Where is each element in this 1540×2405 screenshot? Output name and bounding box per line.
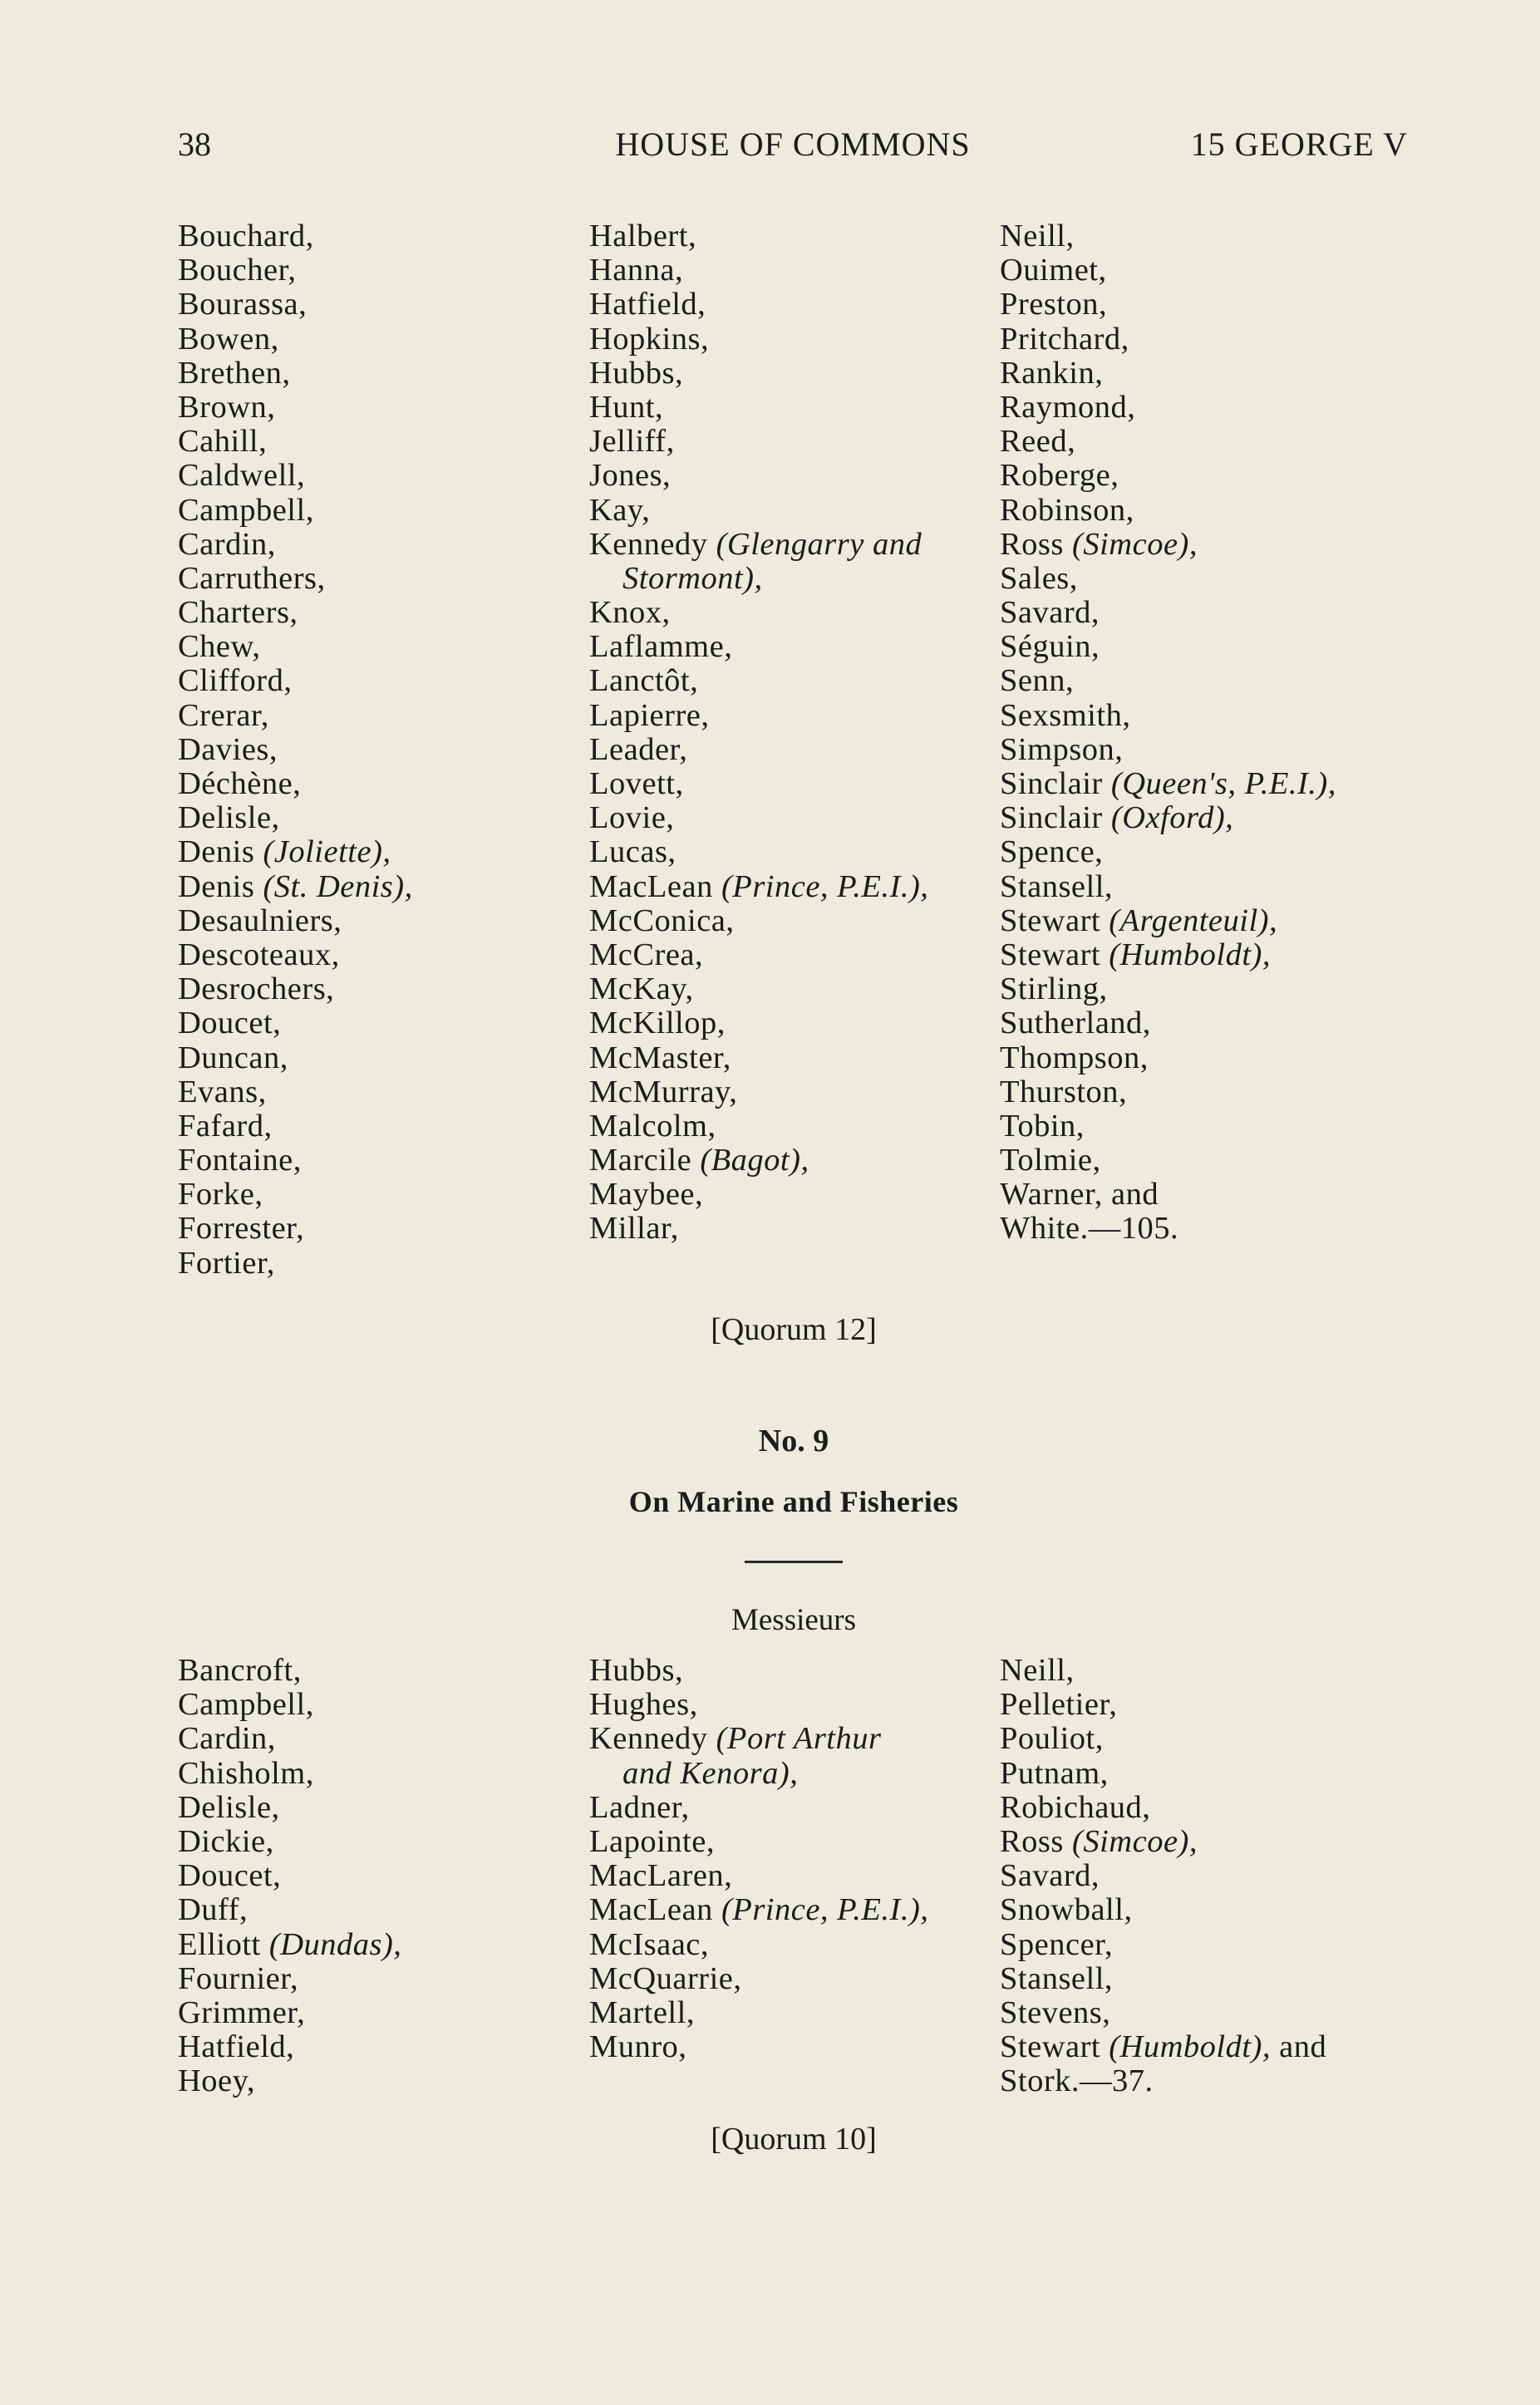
member-name: Campbell, [178,1687,314,1723]
member-entry [1000,904,1336,938]
quorum-note: [Quorum 12] [711,1312,877,1347]
member-name: Delisle, [178,800,280,836]
member-name: Carruthers, [178,560,326,596]
member-name: Stirling, [1000,971,1108,1007]
riding: (Humboldt), [1109,2029,1272,2065]
member-name: Desaulniers, [178,902,342,938]
member-name: Pouliot, [1000,1721,1104,1757]
member-name: Caldwell, [178,458,306,494]
member-name: Lapierre, [589,697,710,733]
member-name: MacLaren, [589,1858,733,1894]
member-name: Savard, [1000,1858,1100,1894]
member-name: Hughes, [589,1687,698,1723]
member-name: Cahill, [178,424,268,460]
member-name: Stewart [1000,902,1109,938]
member-name: Hanna, [589,253,684,288]
member-name: Chisholm, [178,1755,314,1791]
member-name: Fafard, [178,1108,273,1143]
member-name: Senn, [1000,663,1075,699]
member-name: Chew, [178,629,261,665]
member-name: Leader, [589,731,688,767]
riding: Stormont), [622,560,763,596]
member-name: White.—105. [1000,1211,1179,1247]
member-name: Forke, [178,1177,263,1212]
member-entry [1000,767,1336,801]
member-name: Snowball, [1000,1892,1133,1928]
member-name: Pelletier, [1000,1687,1118,1723]
member-entry [589,1722,928,1756]
member-entry [589,528,928,562]
member-name: McCrea, [589,937,704,972]
member-name: Denis [178,834,263,870]
riding-continued [589,562,928,596]
member-name: Jones, [589,458,672,494]
riding: (Prince, P.E.I.), [721,868,929,904]
member-name: Putnam, [1000,1755,1109,1791]
member-name: Grimmer, [178,1994,306,2030]
member-name: Bouchard, [178,219,314,253]
member-name: Hopkins, [589,321,710,357]
member-name: Lovett, [589,766,684,801]
member-entry [589,1143,928,1178]
member-entry [589,1893,928,1927]
riding: (Glengarry and [716,526,923,562]
member-name: Hubbs, [589,1653,684,1688]
messieurs-heading: Messieurs [731,1603,857,1637]
member-name: Kennedy [589,1721,716,1757]
member-name: Hubbs, [589,355,684,391]
member-name: Sinclair [1000,800,1111,836]
member-name: Ladner, [589,1789,690,1825]
member-name: Cardin, [178,526,276,562]
member-name: Lapointe, [589,1823,715,1859]
member-name: Lanctôt, [589,663,699,699]
riding: (Bagot), [700,1143,809,1178]
quorum-note: [Quorum 10] [711,2122,877,2157]
member-name: Doucet, [178,1858,282,1894]
member-name: Déchène, [178,766,302,801]
member-name: Sutherland, [1000,1006,1151,1041]
member-name: Tolmie, [1000,1143,1101,1178]
member-name: Savard, [1000,595,1100,631]
member-name: McConica, [589,902,735,938]
member-name: Brethen, [178,355,291,391]
member-name: McQuarrie, [589,1960,742,1996]
members-column-2 [589,219,928,1247]
member-name: Stansell, [1000,1960,1114,1996]
member-name: Kay, [589,492,651,528]
member-name: Halbert, [589,219,697,253]
member-name: Marcile [589,1143,701,1178]
member-name: MacLean [589,868,721,904]
committee-subject: On Marine and Fisheries [628,1485,959,1518]
committee-members-column-1 [178,1654,401,2098]
member-entry [589,870,928,904]
riding: (Dundas), [268,1926,402,1962]
riding: (Joliette), [263,834,391,870]
member-name: Hatfield, [178,2029,295,2065]
member-name: Millar, [589,1211,679,1247]
member-name: Duff, [178,1892,248,1928]
member-name: Tobin, [1000,1108,1085,1143]
member-name: Bancroft, [178,1653,302,1688]
member-name: Stork.—37. [1000,2063,1154,2099]
page-header [178,125,1408,166]
riding: (Simcoe), [1072,1823,1198,1859]
riding: (Queen's, P.E.I.), [1110,766,1336,801]
member-name: Boucher, [178,253,297,288]
member-name: Crerar, [178,697,269,733]
member-name: Sales, [1000,560,1078,596]
member-name: Doucet, [178,1006,282,1041]
riding: (St. Denis), [263,868,413,904]
member-name: Ross [1000,526,1073,562]
member-name: Robinson, [1000,492,1134,528]
member-entry [1000,938,1336,972]
member-name: Spencer, [1000,1926,1114,1962]
member-name: McKay, [589,971,694,1007]
riding: (Prince, P.E.I.), [721,1892,929,1928]
member-name: Fontaine, [178,1143,302,1178]
member-entry [1000,528,1336,562]
riding: (Simcoe), [1072,526,1198,562]
member-name: Rankin, [1000,355,1104,391]
member-name: Thurston, [1000,1074,1128,1109]
running-title: HOUSE OF COMMONS [615,125,971,163]
member-name: Malcolm, [589,1108,716,1143]
member-name: Descoteaux, [178,937,340,972]
conjunction: and [1271,2029,1327,2065]
riding: (Humboldt), [1109,937,1272,972]
member-name: Bowen, [178,321,279,357]
member-name: McMurray, [589,1074,738,1109]
member-name: Bourassa, [178,287,308,322]
committee-number: No. 9 [758,1424,829,1458]
member-name: Munro, [589,2029,687,2065]
committee-members-column-3 [1000,1654,1326,2098]
member-entry [1000,2030,1326,2064]
member-name: Pritchard, [1000,321,1129,357]
member-entry [178,1928,401,1962]
member-name: Desrochers, [178,971,335,1007]
member-name: Campbell, [178,492,314,528]
member-name: Stansell, [1000,868,1114,904]
member-name: Stewart [1000,2029,1109,2065]
member-name: Robichaud, [1000,1789,1151,1825]
member-name: Jelliff, [589,424,675,460]
members-column-1 [178,219,413,1281]
member-name: Fortier, [178,1245,275,1281]
member-name: Maybee, [589,1177,704,1212]
member-name: Thompson, [1000,1040,1149,1075]
member-name: Charters, [178,595,298,631]
member-name: Kennedy [589,526,716,562]
member-name: Elliott [178,1926,269,1962]
member-name: Knox, [589,595,671,631]
riding-continued [589,1757,928,1791]
member-name: Hatfield, [589,287,706,322]
member-name: Forrester, [178,1211,305,1247]
member-name: Warner, and [1000,1177,1159,1212]
member-name: Sexsmith, [1000,697,1131,733]
member-name: Martell, [589,1994,695,2030]
member-name: Hunt, [589,389,664,425]
member-name: Stewart [1000,937,1109,972]
member-name: McIsaac, [589,1926,710,1962]
member-name: Lucas, [589,834,677,870]
member-entry [178,835,413,869]
member-name: Cardin, [178,1721,276,1757]
riding: (Oxford), [1110,800,1234,836]
member-name: Duncan, [178,1040,288,1075]
member-name: Brown, [178,389,276,425]
page-number: 38 [178,125,211,163]
regnal-year: 15 GEORGE V [1190,125,1408,163]
member-name: Spence, [1000,834,1104,870]
member-name: Davies, [178,731,278,767]
member-entry [178,870,413,904]
member-entry [1000,801,1336,835]
member-name: Delisle, [178,1789,280,1825]
member-name: Séguin, [1000,629,1100,665]
riding: and Kenora), [622,1755,799,1791]
member-name: Neill, [1000,219,1075,253]
member-name: McKillop, [589,1006,726,1041]
riding: (Argenteuil), [1109,902,1278,938]
member-name: Ouimet, [1000,253,1107,288]
committee-members-column-2 [589,1654,928,2064]
member-name: Simpson, [1000,731,1124,767]
member-name: Denis [178,868,263,904]
member-name: MacLean [589,1892,721,1928]
member-name: Reed, [1000,424,1076,460]
member-name: Neill, [1000,1653,1075,1688]
member-name: McMaster, [589,1040,731,1075]
member-name: Stevens, [1000,1994,1111,2030]
members-column-3 [1000,219,1336,1247]
member-name: Sinclair [1000,766,1111,801]
member-name: Clifford, [178,663,293,699]
member-name: Fournier, [178,1960,299,1996]
member-name: Ross [1000,1823,1073,1859]
member-entry [1000,1825,1326,1859]
member-name: Raymond, [1000,389,1136,425]
riding: (Port Arthur [716,1721,882,1757]
member-name: Roberge, [1000,458,1119,494]
member-name: Dickie, [178,1823,274,1859]
member-name: Preston, [1000,287,1108,322]
member-name: Evans, [178,1074,267,1109]
member-name: Lovie, [589,800,675,836]
member-name: Laflamme, [589,629,733,665]
divider-rule [745,1561,843,1563]
member-name: Hoey, [178,2063,256,2099]
